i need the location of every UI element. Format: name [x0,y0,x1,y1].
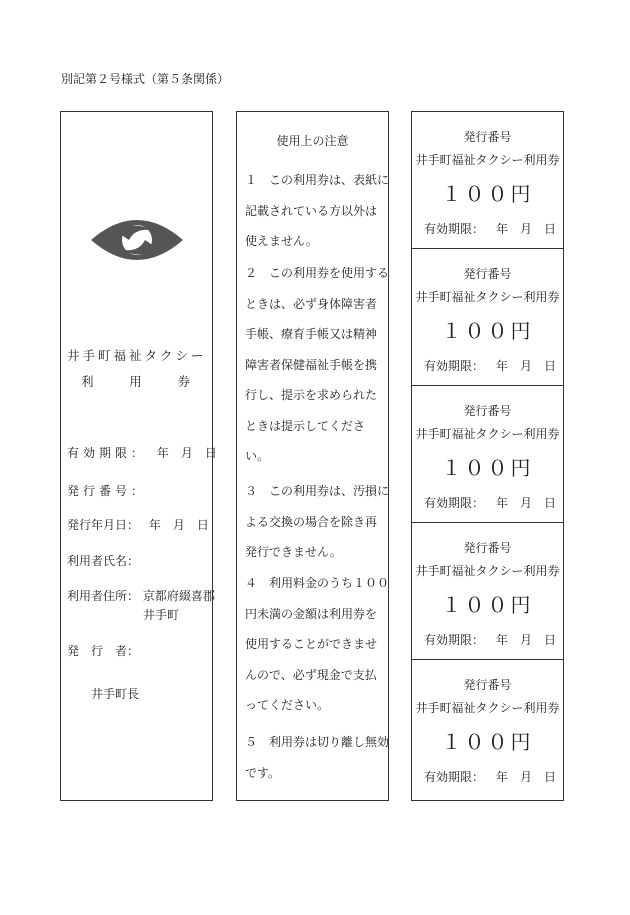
note-line: です。 [245,765,281,780]
ticket-expiry-label: 有効期限： [424,222,485,236]
ticket-expiry-value: 年 月 日 [496,359,557,373]
field-label: 利用者住所： [67,589,140,603]
ticket-expiry-label: 有効期限： [424,496,485,510]
ticket [412,523,563,660]
card-title-line1: 井手町福祉タクシー [67,348,207,363]
note-1 [245,165,390,257]
note-line: 円未満の金額は利用券を [245,606,378,621]
ticket-name: 井手町福祉タクシー利用券 [415,564,560,578]
ticket-expiry-label: 有効期限： [424,633,485,647]
note-line: ときは提示してくださ [245,418,366,433]
note-line: 使えません。 [245,234,318,248]
card-title-char: 用 [129,374,142,389]
town-emblem-icon [89,210,185,270]
ticket-expiry [424,220,556,237]
card-title-char: 利 [81,374,94,389]
note-line: ってください。 [245,698,330,712]
ticket-expiry [424,631,556,648]
note-line: 障害者保健福祉手帳を携 [245,357,378,372]
ticket-expiry-value: 年 月 日 [496,222,557,236]
card-title [67,346,208,390]
note-3 [245,476,390,568]
field-issue-date [67,516,209,533]
ticket-expiry [424,494,556,511]
notes-heading: 使用上の注意 [276,134,349,148]
note-line: ５ 利用券は切り離し無効 [245,735,390,749]
note-line: 記載されている方以外は [245,203,378,218]
field-issue-number [67,482,147,499]
ticket-name: 井手町福祉タクシー利用券 [415,427,560,441]
ticket-amount: １００円 [441,319,534,343]
field-issuer [67,642,139,659]
card-title-line2 [67,372,208,390]
ticket-name: 井手町福祉タクシー利用券 [415,701,560,715]
ticket [412,112,563,249]
note-line: 発行できません。 [245,545,342,559]
note-5 [245,727,390,788]
note-2 [245,258,390,472]
issuer-name: 井手町長 [91,687,140,701]
ticket-amount: １００円 [441,593,534,617]
ticket-amount: １００円 [441,182,534,206]
field-value: 年 月 日 [148,518,209,532]
field-value: 京都府綴喜郡 [142,589,215,603]
note-line: ４ 利用料金のうち１００ [245,576,390,590]
field-label: 利用者氏名： [67,554,140,568]
note-line: ２ この利用券を使用する [245,266,390,280]
ticket-name: 井手町福祉タクシー利用券 [415,153,560,167]
tickets-panel [411,111,564,801]
ticket-amount: １００円 [441,456,534,480]
ticket-expiry [424,768,556,785]
ticket-number-label: 発行番号 [463,130,512,144]
ticket [412,249,563,386]
ticket-expiry-value: 年 月 日 [496,633,557,647]
notes-panel [236,111,389,801]
ticket-expiry [424,357,556,374]
card-title-char: 券 [177,374,190,389]
field-user-address [67,587,215,623]
field-label: 発 行 者： [67,644,140,658]
cover-panel [60,111,217,801]
field-value: 年 月 日 [156,446,217,460]
ticket-expiry-value: 年 月 日 [496,496,557,510]
ticket-number-label: 発行番号 [463,541,512,555]
note-line: 使用することができませ [245,637,378,651]
ticket-expiry-label: 有効期限： [424,359,485,373]
note-line: い。 [245,449,270,463]
field-label: 発行番号： [67,484,148,498]
note-line: 行し、提示を求められた [245,388,378,402]
field-value-line2: 井手町 [143,608,180,622]
field-expiry [67,444,217,461]
note-line: よる交換の場合を除き再 [245,514,378,529]
ticket-name: 井手町福祉タクシー利用券 [415,290,560,304]
ticket-number-label: 発行番号 [463,267,512,281]
ticket-amount: １００円 [441,730,534,754]
note-line: んので、必ず現金で支払 [245,667,377,682]
note-4 [245,568,390,721]
ticket [412,660,563,797]
ticket [412,386,563,523]
ticket-number-label: 発行番号 [463,404,512,418]
ticket-expiry-label: 有効期限： [424,770,485,784]
ticket-expiry-value: 年 月 日 [496,770,557,784]
ticket-number-label: 発行番号 [463,678,512,692]
note-line: ときは、必ず身体障害者 [245,296,378,311]
note-line: １ この利用券は、表紙に [245,173,390,187]
note-line: ３ この利用券は、汚損に [245,484,390,498]
note-line: 手帳、療育手帳又は精神 [245,327,378,341]
field-user-name [67,552,139,569]
field-label: 発行年月日： [67,518,140,532]
form-caption: 別記第２号様式（第５条関係） [61,72,230,86]
field-label: 有効期限： [67,446,148,460]
